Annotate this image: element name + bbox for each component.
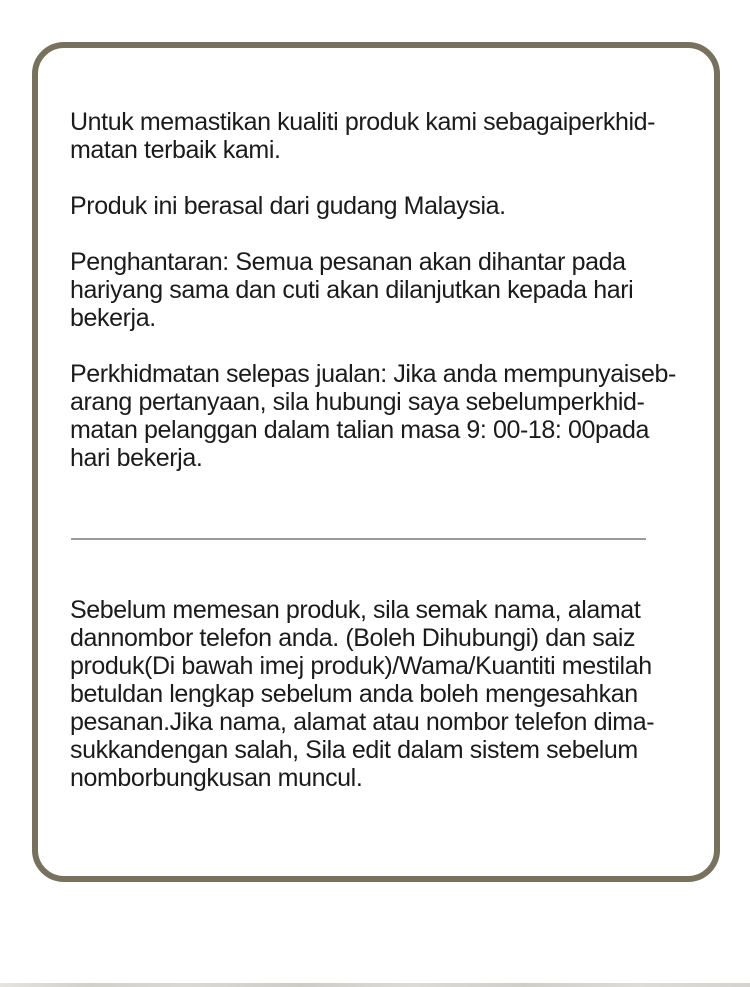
paragraph-shipping — [70, 248, 694, 332]
text-line: nomborbungkusan muncul. — [70, 764, 363, 792]
paragraph-order-check — [70, 596, 694, 792]
text-line: produk(Di bawah imej produk)/Wama/Kuantiti mestilah — [70, 652, 652, 680]
next-image-top-edge — [0, 983, 750, 987]
text-line: hari bekerja. — [70, 444, 203, 472]
text-line: betuldan lengkap sebelum anda boleh mengesahkan — [70, 680, 638, 708]
paragraph-after-sales — [70, 360, 694, 472]
product-info-card — [32, 42, 720, 882]
text-line: Produk ini berasal dari gudang Malaysia. — [70, 192, 506, 220]
text-line: pesanan.Jika nama, alamat atau nombor telefon dima- — [70, 708, 655, 736]
text-line: Penghantaran: Semua pesanan akan dihantar pada — [70, 248, 626, 276]
text-line: matan pelanggan dalam talian masa 9: 00-18: 00pada — [70, 416, 650, 444]
divider-line — [71, 538, 646, 540]
text-line: matan terbaik kami. — [70, 136, 281, 164]
text-line: bekerja. — [70, 304, 156, 332]
paragraph-quality — [70, 108, 694, 164]
text-line: sukkandengan salah, Sila edit dalam sistem sebelum — [70, 736, 638, 764]
text-line: Untuk memastikan kualiti produk kami sebagaiperkhid- — [70, 108, 656, 136]
text-line: Perkhidmatan selepas jualan: Jika anda mempunyaiseb- — [70, 360, 676, 388]
text-line: hariyang sama dan cuti akan dilanjutkan kepada hari — [70, 276, 634, 304]
text-line: arang pertanyaan, sila hubungi saya sebelumperkhid- — [70, 388, 645, 416]
paragraph-origin — [70, 192, 694, 220]
text-line: dannombor telefon anda. (Boleh Dihubungi) dan saiz — [70, 624, 636, 652]
text-line: Sebelum memesan produk, sila semak nama, alamat — [70, 596, 641, 624]
